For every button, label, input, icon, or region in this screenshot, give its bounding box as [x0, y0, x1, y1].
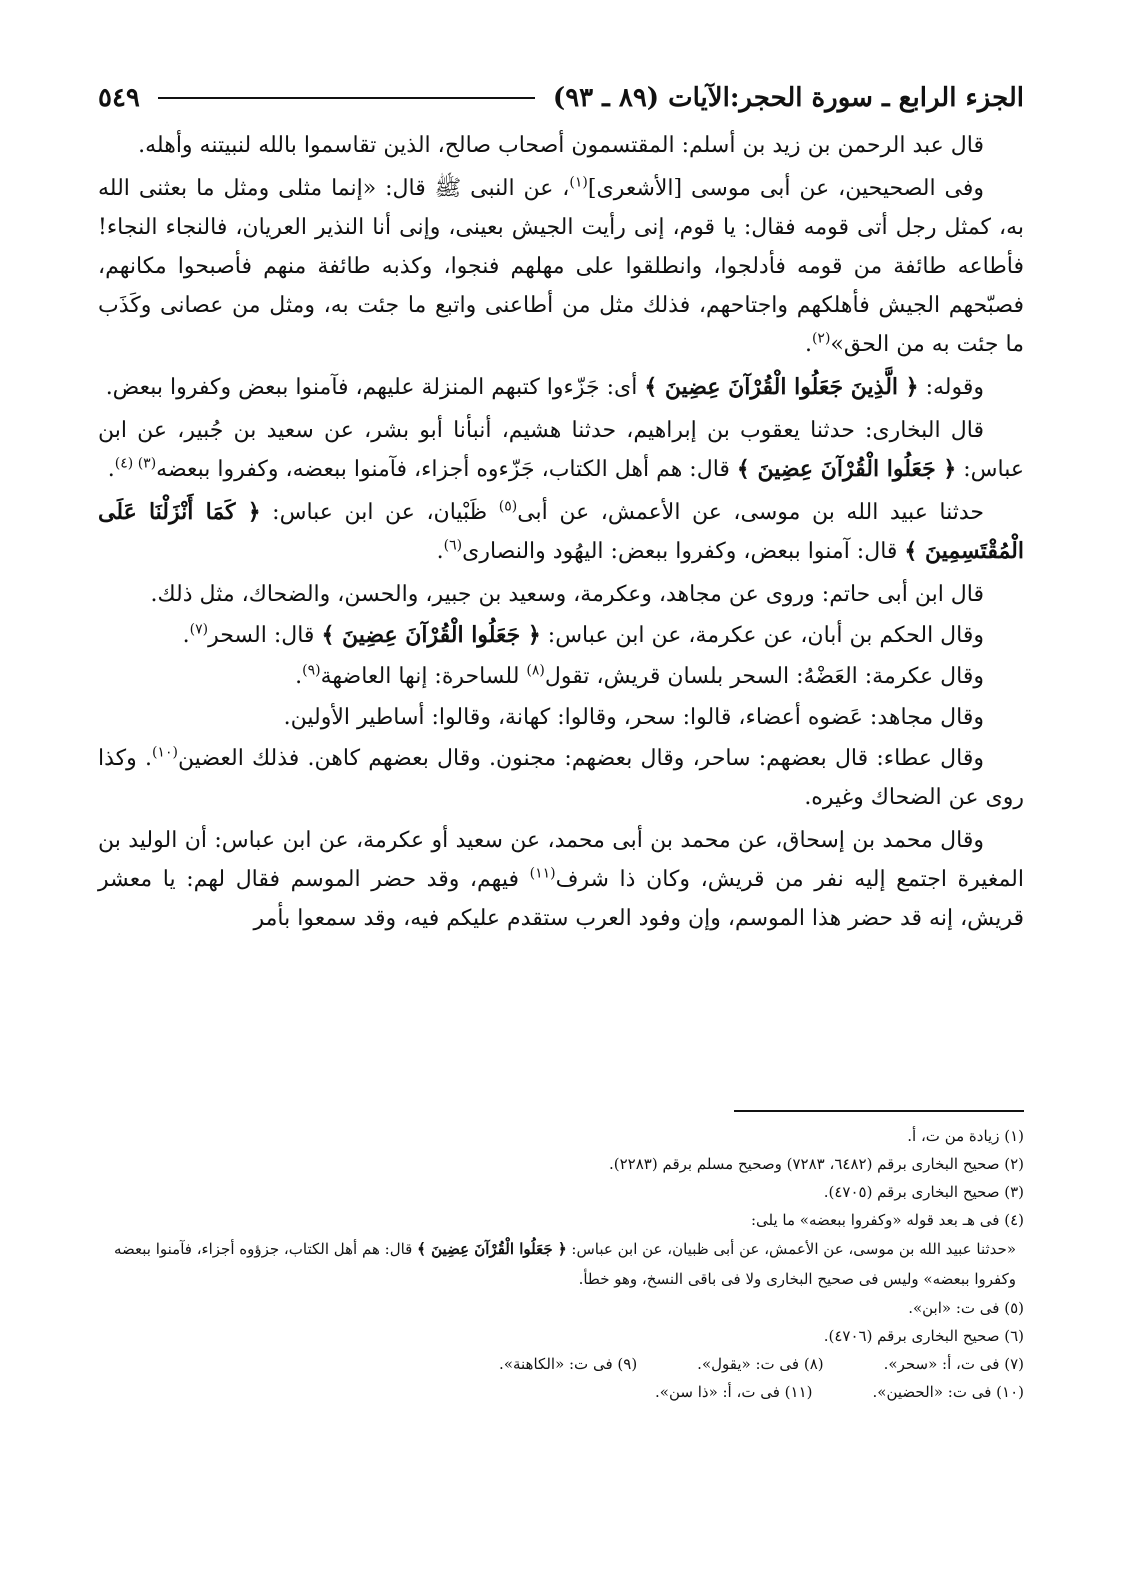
footnote-ref: (٧) — [189, 621, 209, 638]
paragraph-text: . — [804, 332, 812, 357]
footnote-ref: (٥) — [498, 498, 518, 515]
paragraph — [98, 616, 1024, 655]
footnote: (٦) صحيح البخارى برقم (٤٧٠٦). — [823, 1327, 1024, 1345]
running-title: الجزء الرابع ـ سورة الحجر:الآيات (٨٩ ـ ٩٣) — [552, 83, 1024, 113]
footnote-ref: (١٠) — [151, 744, 178, 761]
paragraph — [98, 657, 1024, 696]
footnote-separator — [734, 1110, 1024, 1112]
footnote-ref: (٣) (٤) — [114, 455, 157, 472]
paragraph-text: . — [295, 664, 303, 689]
paragraph — [98, 698, 1024, 737]
footnote-ref: (٦) — [443, 537, 463, 554]
quran-verse: ﴿ جَعَلُوا الْقُرْآنَ عِضِينَ ﴾ — [321, 622, 541, 648]
footnote-text: قال: هم أهل الكتاب، جزؤوه أجزاء، فآمنوا ببعضه وكفروا ببعضه» وليس فى صحيح البخارى ولا فى باقى النسخ، وهو خطأ. — [113, 1240, 1016, 1288]
footnote-ref: (٨) — [526, 662, 545, 679]
paragraph-text: وقال الحكم بن أبان، عن عكرمة، عن ابن عباس: — [540, 623, 984, 648]
paragraph-text: قال عبد الرحمن بن زيد بن أسلم: المقتسمون أصحاب صالح، الذين تقاسموا بالله لنبيتنه وأهله. — [138, 133, 984, 158]
quran-verse: ﴿ كَمَا أَنْزَلْنَا عَلَى الْمُقْتَسِمِينَ ﴾ — [98, 499, 1024, 564]
paragraph-text: . — [436, 539, 444, 564]
paragraph-text: قال: السحر — [208, 623, 322, 648]
footnote-ref: (٩) — [302, 662, 321, 679]
footnote: (٢) صحيح البخارى برقم (٦٤٨٢، ٧٢٨٣) وصحيح مسلم برقم (٢٢٨٣). — [609, 1155, 1024, 1173]
paragraph-text: وقال محمد بن إسحاق، عن محمد بن أبى محمد، عن سعيد أو عكرمة، عن ابن عباس: أن الوليد بن المغيرة اجتمع إليه نفر من قريش، وكان ذا شرف — [98, 828, 1024, 892]
paragraph-text: . — [182, 623, 190, 648]
footnote: (٨) فى ت: «يقول». — [697, 1355, 824, 1373]
paragraph-text: ، عن النبى ﷺ قال: «إنما مثلى ومثل ما بعثنى الله به، كمثل رجل أتى قومه فقال: يا قوم، إنى رأيت الجيش بعينى، وإنى أنا النذير العريان، فالنجاء النجاء! فأطاعه طائفة من قومه فأدلجوا، وانطلقوا على مهلهم فنجوا، وكذبه طائفة منهم فأصبحوا مكانهم، فصبّحهم الجيش فأهلكهم واجتاحهم، فذلك مثل من أطاعنى واتبع ما جئت به، ومثل من عصانى وكَذَب ما جئت به من الحق» — [98, 176, 1024, 357]
quran-verse: ﴿ الَّذِينَ جَعَلُوا الْقُرْآنَ عِضِينَ ﴾ — [644, 374, 919, 400]
paragraph — [98, 575, 1024, 614]
paragraph-text: . وكذا روى عن الضحاك وغيره. — [98, 746, 1024, 810]
paragraph-text: قال: هم أهل الكتاب، جَزّءوه أجزاء، فآمنوا ببعضه، وكفروا ببعضه — [156, 457, 737, 482]
footnote-quote — [98, 1234, 1016, 1294]
paragraph — [98, 169, 1024, 364]
footnote: (٤) فى هـ بعد قوله «وكفروا ببعضه» ما يلى: — [750, 1211, 1024, 1229]
paragraph-text: حدثنا عبيد الله بن موسى، عن الأعمش، عن أبى — [517, 500, 984, 525]
footnote-text: «حدثنا عبيد الله بن موسى، عن الأعمش، عن أبى ظبيان، عن ابن عباس: — [566, 1240, 1016, 1258]
paragraph-text: فيهم، وقد حضر الموسم فقال لهم: يا معشر قريش، إنه قد حضر هذا الموسم، وإن وفود العرب ستقدم عليكم فيه، وقد سمعوا بأمر — [98, 867, 1024, 931]
footnote: (١١) فى ت، أ: «ذا سن». — [655, 1383, 813, 1401]
header-rule — [158, 97, 535, 99]
paragraph — [98, 493, 1024, 571]
footnote-ref: (٢) — [811, 330, 831, 347]
footnote: (١) زيادة من ت، أ. — [907, 1127, 1024, 1145]
paragraph-text: . — [107, 457, 115, 482]
footnote-ref: (١) — [569, 174, 588, 191]
paragraph-text: وفى الصحيحين، عن أبى موسى [الأشعرى] — [587, 176, 984, 201]
quran-verse: ﴿ جَعَلُوا الْقُرْآنَ عِضِينَ ﴾ — [736, 456, 957, 482]
paragraph-text: وقوله: — [918, 375, 984, 400]
paragraph-text: وقال مجاهد: عَضوه أعضاء، قالوا: سحر، وقالوا: كهانة، وقالوا: أساطير الأولين. — [283, 705, 984, 730]
paragraph — [98, 821, 1024, 938]
footnote: (٩) فى ت: «الكاهنة». — [499, 1355, 638, 1373]
footnote: (٣) صحيح البخارى برقم (٤٧٠٥). — [823, 1183, 1024, 1201]
page-number: ٥٤٩ — [98, 83, 140, 113]
main-text — [98, 126, 1024, 942]
paragraph-text: للساحرة: إنها العاضهة — [320, 664, 527, 689]
footnote: (٥) فى ت: «ابن». — [908, 1299, 1024, 1317]
paragraph — [98, 126, 1024, 165]
paragraph — [98, 368, 1024, 407]
paragraph-text: قال البخارى: حدثنا يعقوب بن إبراهيم، حدثنا هشيم، أنبأنا أبو بشر، عن سعيد بن جُبير، عن ابن عباس: — [98, 418, 1024, 482]
footnote: (١٠) فى ت: «الحضين». — [872, 1383, 1024, 1401]
paragraph-text: ظَبْيان، عن ابن عباس: — [260, 500, 499, 525]
paragraph-text: وقال عكرمة: العَضْهُ: السحر بلسان قريش، تقول — [544, 664, 984, 689]
paragraph-text: قال ابن أبى حاتم: وروى عن مجاهد، وعكرمة، وسعيد بن جبير، والحسن، والضحاك، مثل ذلك. — [150, 582, 984, 607]
paragraph — [98, 739, 1024, 817]
footnote-row — [98, 1350, 1024, 1378]
footnote-row — [98, 1378, 1024, 1406]
footnotes — [98, 1122, 1024, 1406]
paragraph — [98, 411, 1024, 489]
footnote-ref: (١١) — [529, 865, 556, 882]
paragraph-text: وقال عطاء: قال بعضهم: ساحر، وقال بعضهم: مجنون. وقال بعضهم كاهن. فذلك العضين — [177, 746, 984, 771]
page-header — [98, 78, 1024, 118]
paragraph-text: أى: جَزّءوا كتبهم المنزلة عليهم، فآمنوا ببعض وكفروا ببعض. — [105, 375, 645, 400]
paragraph-text: قال: آمنوا ببعض، وكفروا ببعض: اليهُود والنصارى — [462, 539, 905, 564]
quran-verse: ﴿ جَعَلُوا الْقُرْآنَ عِضِينَ ﴾ — [417, 1240, 567, 1258]
footnote: (٧) فى ت، أ: «سحر». — [883, 1355, 1024, 1373]
